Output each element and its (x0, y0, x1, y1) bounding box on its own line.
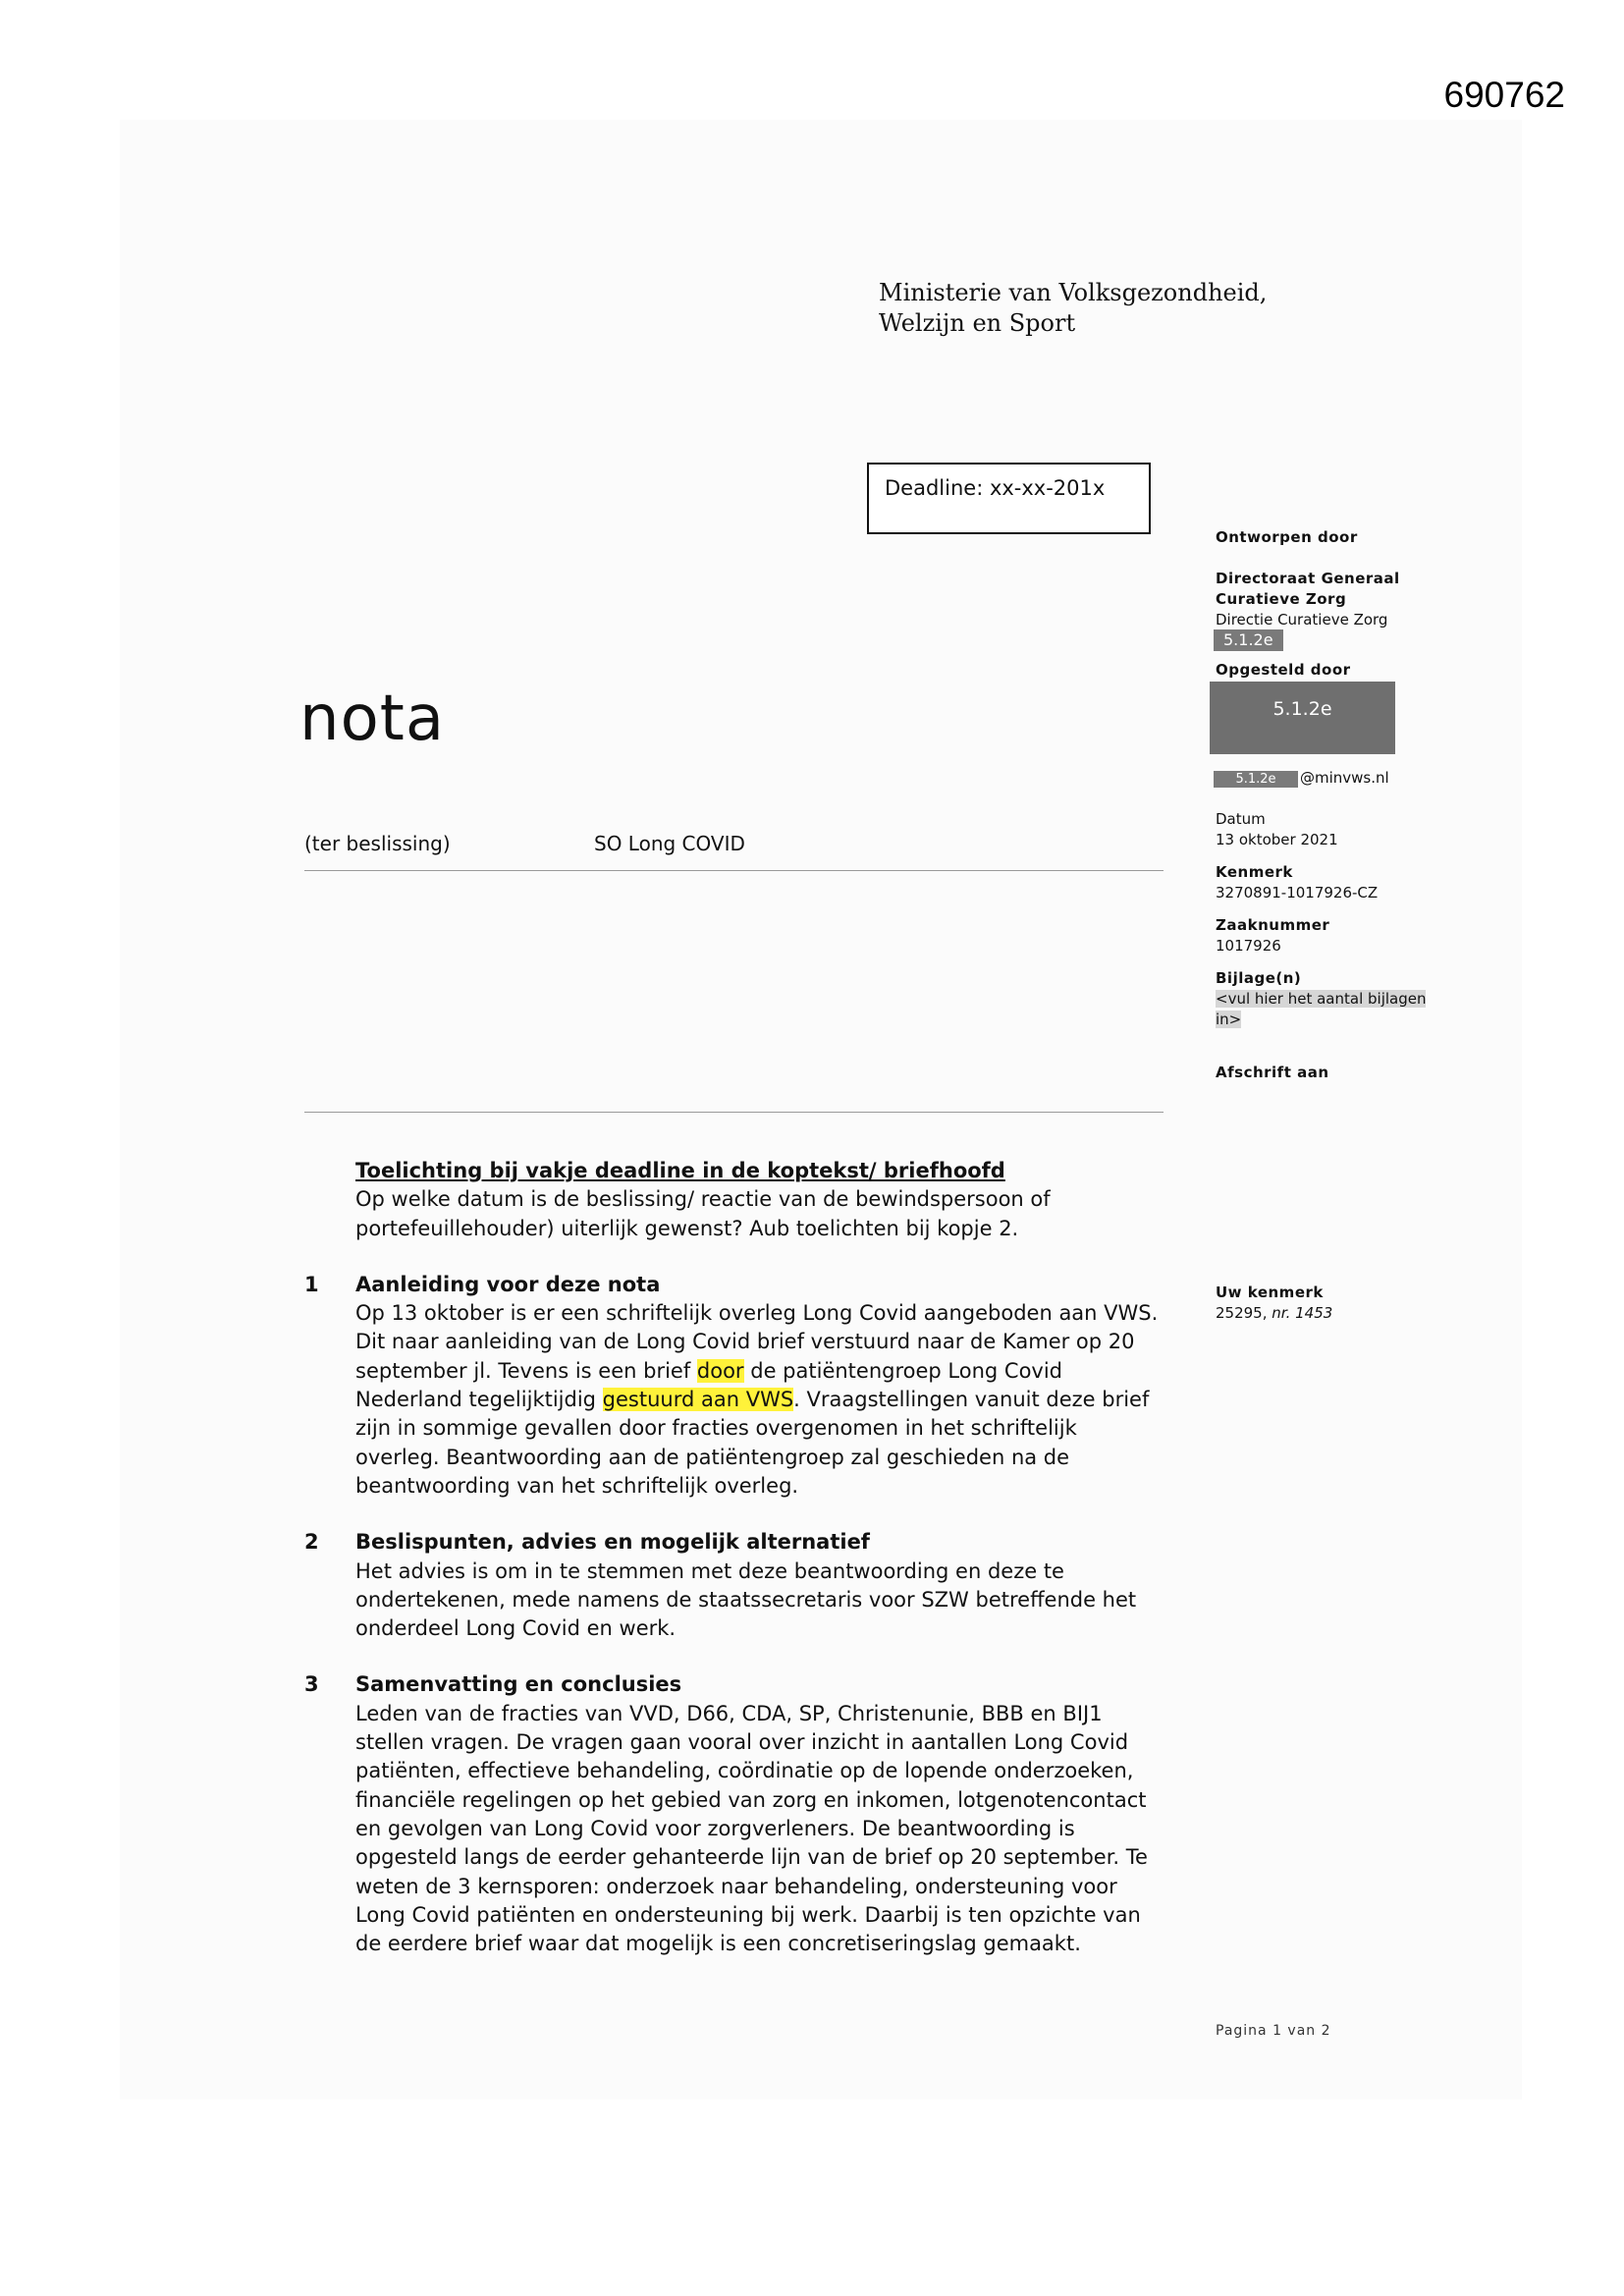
paragraph-line: Long Covid patiënten en ondersteuning bij werk. Daarbij is ten opzichte van (355, 1902, 1141, 1927)
paragraph-line: Het advies is om in te stemmen met deze beantwoording en deze te (355, 1558, 1064, 1583)
paragraph-line: Leden van de fracties van VVD, D66, CDA, SP, Christenunie, BBB en BIJ1 (355, 1701, 1103, 1725)
paragraph-line: weten de 3 kernsporen: onderzoek naar behandeling, ondersteuning voor (355, 1874, 1117, 1898)
bijlage-placeholder-1: <vul hier het aantal bijlagen (1216, 990, 1427, 1008)
email-domain: @minvws.nl (1300, 769, 1389, 787)
kenmerk-label: Kenmerk (1216, 863, 1293, 881)
paragraph-line: overleg. Beantwoording aan de patiëntengroep zal geschieden na de (355, 1445, 1070, 1469)
kenmerk-value: 3270891-1017926-CZ (1216, 884, 1379, 902)
section-3 (304, 1670, 1188, 1958)
text-run: . Vraagstellingen vanuit deze brief (793, 1388, 1150, 1412)
text-run: Nederland tegelijktijdig (355, 1388, 603, 1412)
text-run: september jl. Tevens is een brief (355, 1358, 697, 1383)
document-id: 690762 (1443, 75, 1565, 115)
paragraph-line: stellen vragen. De vragen gaan vooral over inzicht in aantallen Long Covid (355, 1730, 1129, 1755)
dg-line-1: Directoraat Generaal (1216, 570, 1400, 587)
zaaknummer-label: Zaaknummer (1216, 916, 1330, 934)
section-number: 3 (304, 1672, 319, 1697)
subject-type: (ter beslissing) (304, 832, 451, 855)
opgesteld-label: Opgesteld door (1216, 661, 1351, 679)
uw-kenmerk-value (1216, 1303, 1332, 1324)
document-body (304, 1157, 1188, 1958)
bijlage-label: Bijlage(n) (1216, 969, 1302, 987)
email-row (1214, 768, 1389, 789)
paragraph-line (355, 1357, 1188, 1386)
divider-bottom (304, 1112, 1164, 1113)
paragraph-line: en gevolgen van Long Covid voor zorgverleners. De beantwoording is (355, 1816, 1075, 1840)
paragraph-line: Op 13 oktober is er een schriftelijk overleg Long Covid aangeboden aan VWS. (355, 1301, 1159, 1326)
directie: Directie Curatieve Zorg (1216, 611, 1388, 629)
section-number: 2 (304, 1530, 319, 1555)
bijlage-placeholder-2: in> (1216, 1011, 1242, 1028)
ministry-line-1: Ministerie van Volksgezondheid, (879, 279, 1268, 306)
redaction-email: 5.1.2e (1214, 771, 1298, 788)
paragraph-line: ondertekenen, mede namens de staatssecretaris voor SZW betreffende het (355, 1587, 1137, 1612)
toelichting-block (355, 1157, 1188, 1243)
highlight: door (696, 1358, 744, 1383)
page-number: Pagina 1 van 2 (1216, 2023, 1331, 2039)
highlight: gestuurd aan VWS (602, 1388, 794, 1412)
zaaknummer-value: 1017926 (1216, 937, 1281, 955)
section-heading: Aanleiding voor deze nota (355, 1272, 661, 1296)
datum-value: 13 oktober 2021 (1216, 831, 1338, 848)
ministry-line-2: Welzijn en Sport (879, 309, 1076, 337)
paragraph-line: zijn in sommige gevallen door fracties overgenomen in het schriftelijk (355, 1416, 1077, 1441)
uw-kenmerk-number: 25295, (1216, 1304, 1268, 1322)
paragraph-line (355, 1386, 1188, 1414)
paragraph-line: patiënten, effectieve behandeling, coördinatie op de lopende onderzoeken, (355, 1759, 1134, 1783)
toelichting-heading: Toelichting bij vakje deadline in de koptekst/ briefhoofd (355, 1159, 1005, 1182)
paragraph-line: beantwoording van het schriftelijk overleg. (355, 1473, 799, 1498)
ministry-name (879, 278, 1267, 339)
section-heading: Beslispunten, advies en mogelijk alternatief (355, 1530, 870, 1555)
section-heading: Samenvatting en conclusies (355, 1672, 682, 1697)
section-number: 1 (304, 1272, 319, 1296)
paragraph-line: de eerdere brief waar dat mogelijk is een concretiseringslag gemaakt. (355, 1932, 1081, 1956)
section-1 (304, 1271, 1188, 1501)
uw-kenmerk-nr: nr. 1453 (1272, 1304, 1333, 1322)
paragraph-line: onderdeel Long Covid en werk. (355, 1616, 677, 1641)
divider-top (304, 870, 1164, 871)
subject-text: SO Long COVID (594, 832, 745, 855)
afschrift-label: Afschrift aan (1216, 1064, 1329, 1081)
redaction-block: 5.1.2e (1214, 629, 1283, 651)
dg-line-2: Curatieve Zorg (1216, 590, 1347, 608)
paragraph-line: Dit naar aanleiding van de Long Covid brief verstuurd naar de Kamer op 20 (355, 1330, 1135, 1354)
deadline-box: Deadline: xx-xx-201x (867, 463, 1151, 534)
section-2 (304, 1528, 1188, 1643)
datum-label: Datum (1216, 810, 1266, 828)
paragraph-line: financiële regelingen op het gebied van zorg en inkomen, lotgenotencontact (355, 1787, 1147, 1812)
toelichting-line: portefeuillehouder) uiterlijk gewenst? Aub toelichten bij kopje 2. (355, 1216, 1019, 1240)
document-title: nota (299, 683, 446, 755)
paragraph-line: opgesteld langs de eerder gehanteerde lijn van de brief op 20 september. Te (355, 1845, 1148, 1870)
toelichting-line: Op welke datum is de beslissing/ reactie van de bewindspersoon of (355, 1187, 1051, 1212)
text-run: de patiëntengroep Long Covid (743, 1358, 1063, 1383)
uw-kenmerk-label: Uw kenmerk (1216, 1284, 1324, 1301)
redaction-block-large: 5.1.2e (1210, 682, 1395, 754)
ontworpen-label: Ontworpen door (1216, 528, 1358, 546)
